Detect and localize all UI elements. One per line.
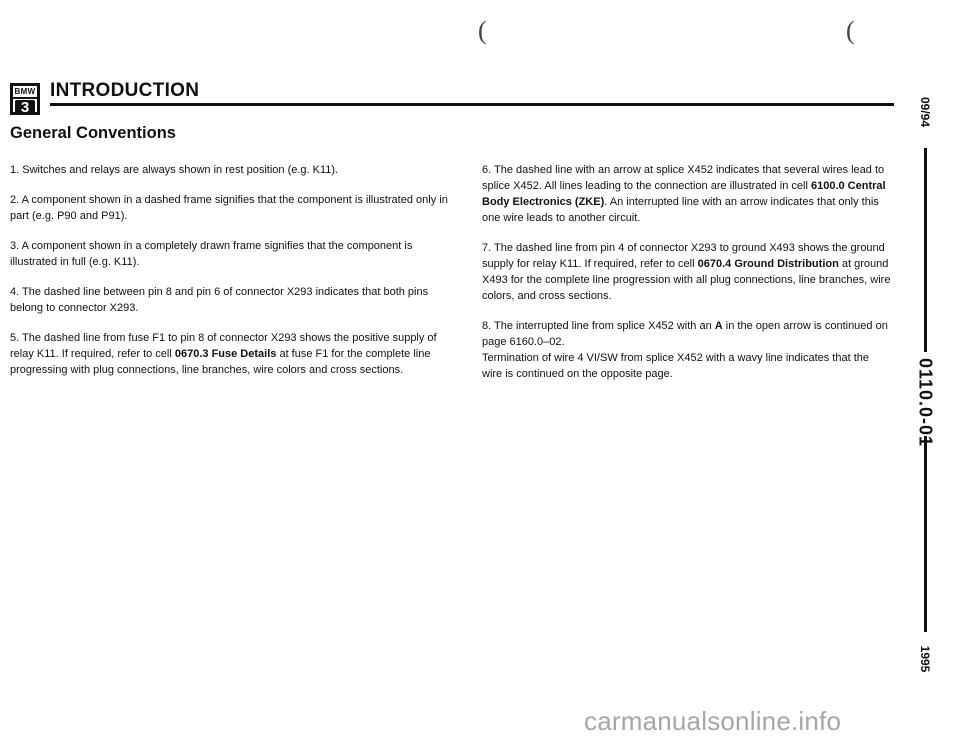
margin-year: 1995 [918,645,932,673]
convention-item [10,330,460,378]
header-divider [50,103,894,106]
text-run: at ground X493 for the complete line progression with all plug connections, line branches, wire colors, and cross sections. [482,258,891,302]
left-column [10,162,460,392]
text-run: 7. The dashed line from pin 4 of connector X293 to ground X493 shows the ground supply for relay K11. If required, refer to cell [482,242,885,270]
text-run: 8. The interrupted line from splice X452 with an [482,320,715,332]
logo-brand: BMW [13,86,37,99]
text-run: Termination of wire 4 VI/SW from splice X452 with a wavy line indicates that the wire is continued on the opposite page. [482,352,870,380]
text-run: at fuse F1 for the complete line progressing with plug connections, line branches, wire colors and cross sections. [10,348,431,376]
scan-bracket-mark: ( [846,16,855,45]
convention-item [482,162,892,226]
cell-reference: 0670.3 Fuse Details [174,348,277,360]
text-run: . An interrupted line with an arrow indicates that only this one wire leads to another circuit. [482,196,879,224]
section-heading: General Conventions [10,124,176,142]
text-run: 2. A component shown in a dashed frame signifies that the component is illustrated only in part (e.g. P90 and P91). [10,194,448,222]
scan-bracket-mark: ( [478,16,487,45]
page-title: INTRODUCTION [50,80,200,101]
convention-item [482,240,892,304]
text-run: 5. The dashed line from fuse F1 to pin 8 of connector X293 shows the positive supply of relay K11. If required, refer to cell [10,332,437,360]
convention-item [10,162,460,178]
cell-reference: 0670.4 Ground Distribution [697,258,839,270]
text-run: 6. The dashed line with an arrow at splice X452 indicates that several wires lead to splice X452. All lines leading to the connection are illustrated in cell [482,164,885,192]
text-run: 4. The dashed line between pin 8 and pin 6 of connector X293 indicates that both pins belong to connector X293. [10,286,429,314]
cell-reference: 6100.0 Central Body Electronics (ZKE) [482,180,886,208]
text-run: 1. Switches and relays are always shown in rest position (e.g. K11). [10,164,339,176]
convention-item [10,284,460,316]
margin-rule [924,148,927,352]
logo-series: 3 [15,100,35,115]
convention-item [482,318,892,382]
convention-item [10,238,460,270]
text-run: 3. A component shown in a completely drawn frame signifies that the component is illustrated in full (e.g. K11). [10,240,413,268]
text-run: in the open arrow is continued on page 6160.0–02. [482,320,888,348]
right-column [482,162,892,396]
cell-reference: A [714,320,723,332]
margin-date: 09/94 [918,96,932,128]
bmw-3-series-logo [10,83,40,115]
margin-page-code: 0110.0-01 [915,357,936,448]
margin-rule [924,436,927,632]
convention-item [10,192,460,224]
watermark-text: carmanualsonline.info [584,706,842,736]
